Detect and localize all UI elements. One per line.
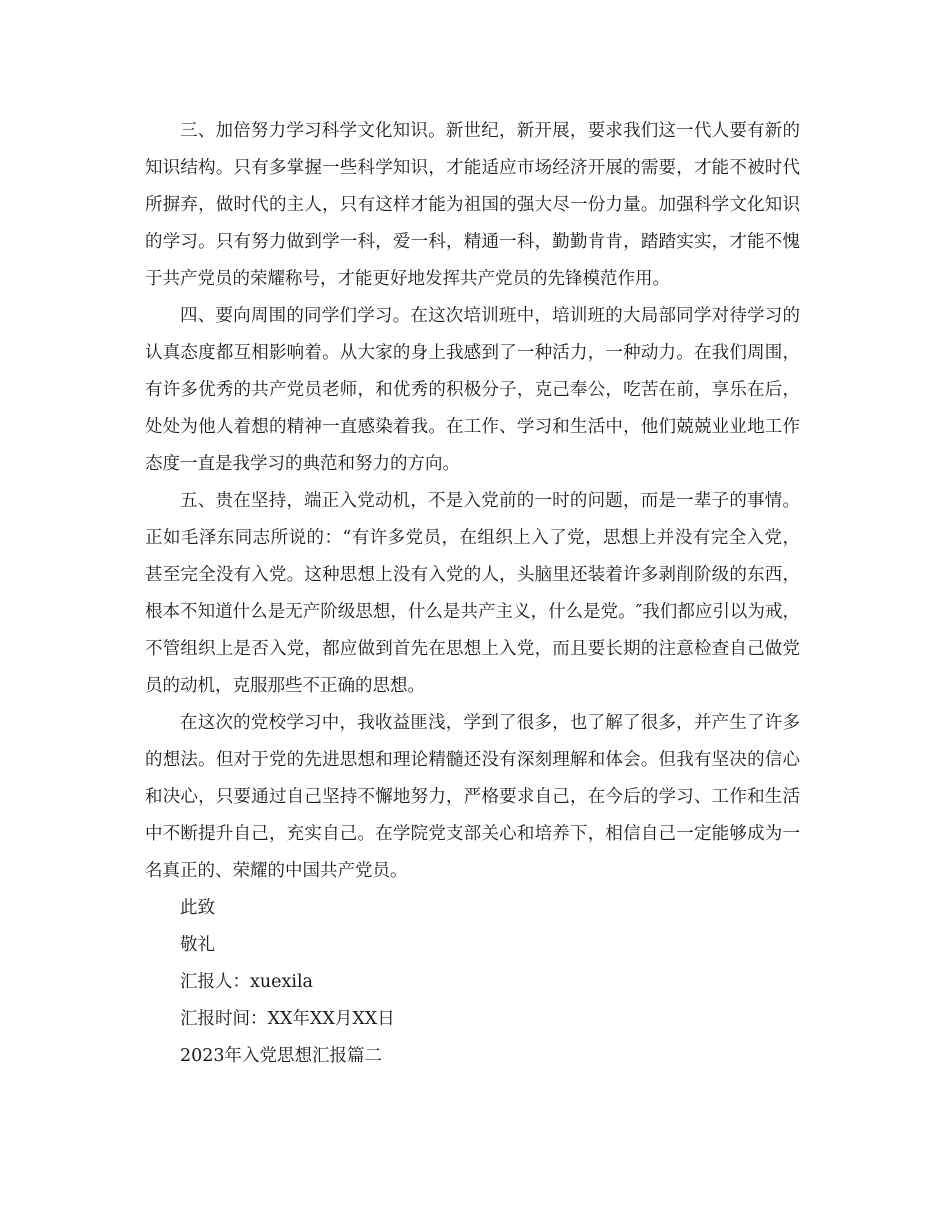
closing-line: 此致 [180, 898, 215, 918]
document-body [145, 113, 800, 1075]
next-section-title: 2023年入党思想汇报篇二 [180, 1046, 383, 1066]
paragraph-five: 五、贵在坚持，端正入党动机，不是入党前的一时的问题，而是一辈子的事情。正如毛泽东同志所说的：“有许多党员，在组织上入了党，思想上并没有完全入党，甚至完全没有入党。这种思想上没有入党的人，头脑里还装着许多剥削阶级的东西，根本不知道什么是无产阶级思想，什么是共产主义，什么是党。″我们都应引以为戒，不管组织上是否入党，都应做到首先在思想上入党，而且要长期的注意检查自己做党员的动机，克服那些不正确的思想。 [145, 491, 800, 696]
paragraph-three: 三、加倍努力学习科学文化知识。新世纪，新开展，要求我们这一代人要有新的知识结构。只有多掌握一些科学知识，才能适应市场经济开展的需要，才能不被时代所摒弃，做时代的主人，只有这样才能为祖国的强大尽一份力量。加强科学文化知识的学习。只有努力做到学一科，爱一科，精通一科，勤勤肯肯，踏踏实实，才能不愧于共产党员的荣耀称号，才能更好地发挥共产党员的先锋模范作用。 [145, 121, 800, 289]
paragraph-conclusion: 在这次的党校学习中，我收益匪浅，学到了很多，也了解了很多，并产生了许多的想法。但对于党的先进思想和理论精髓还没有深刻理解和体会。但我有坚决的信心和决心，只要通过自己坚持不懈地努力，严格要求自己，在今后的学习、工作和生活中不断提升自己，充实自己。在学院党支部关心和培养下，相信自己一定能够成为一名真正的、荣耀的中国共产党员。 [145, 713, 800, 881]
reporter-line: 汇报人：xuexila [180, 972, 313, 992]
salutation-line: 敬礼 [180, 935, 215, 955]
report-time-line: 汇报时间：XX年XX月XX日 [180, 1009, 395, 1029]
paragraph-four: 四、要向周围的同学们学习。在这次培训班中，培训班的大局部同学对待学习的认真态度都互相影响着。从大家的身上我感到了一种活力，一种动力。在我们周围，有许多优秀的共产党员老师，和优秀的积极分子，克己奉公，吃苦在前，享乐在后，处处为他人着想的精神一直感染着我。在工作、学习和生活中，他们兢兢业业地工作态度一直是我学习的典范和努力的方向。 [145, 306, 800, 474]
